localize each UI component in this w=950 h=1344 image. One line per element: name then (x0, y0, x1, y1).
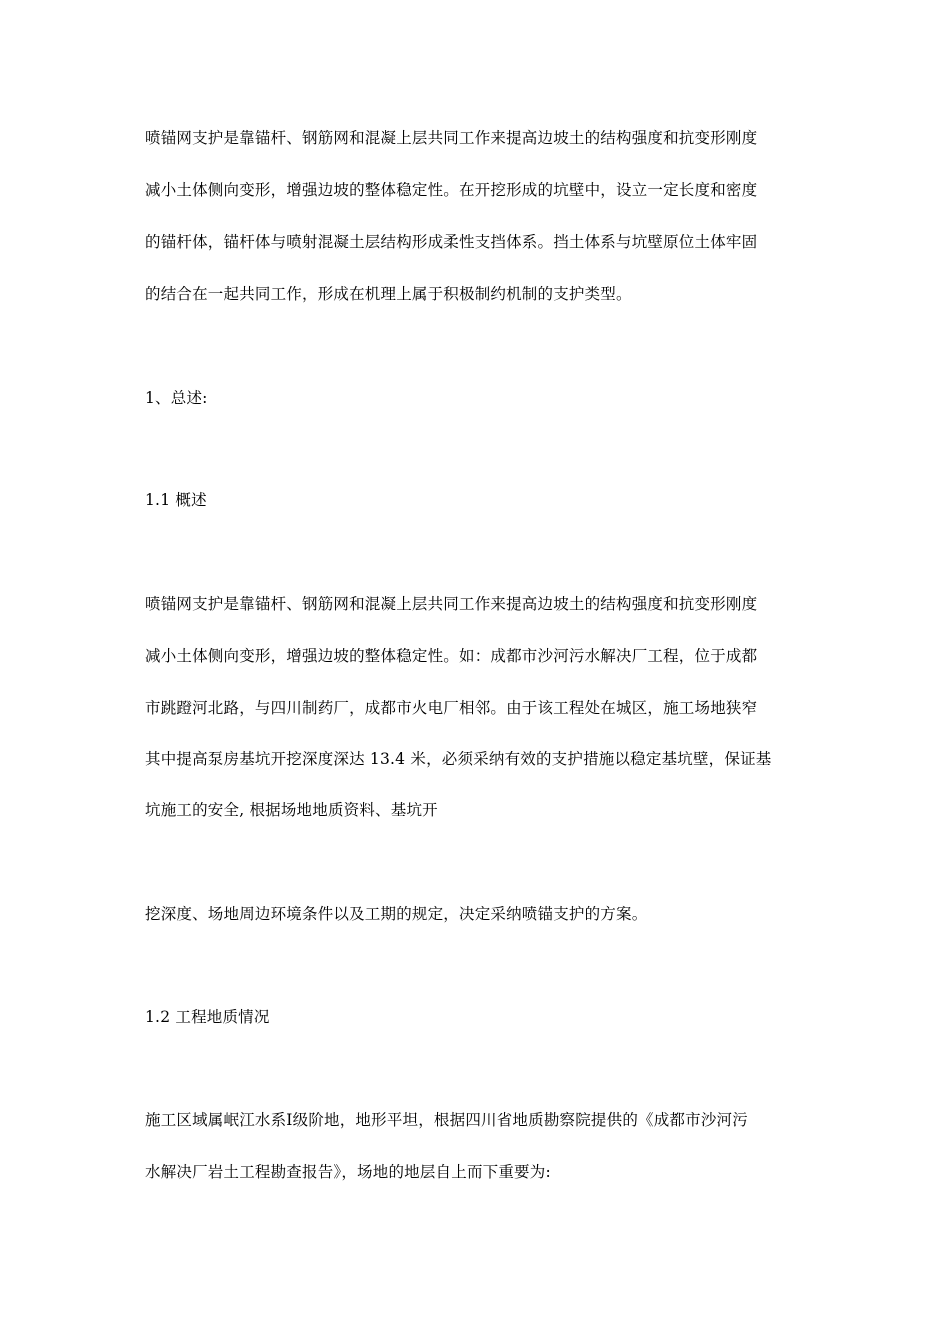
paragraph-2-line-5: 坑施工的安全, 根据场地地质资料、基坑开 (145, 801, 438, 819)
paragraph-1-line-3: 的锚杆体，锚杆体与喷射混凝土层结构形成柔性支挡体系。挡土体系与坑壁原位土体牢固 (145, 233, 758, 251)
paragraph-1-line-1: 喷锚网支护是靠锚杆、钢筋网和混凝上层共同工作来提高边坡土的结构强度和抗变形刚度 (145, 129, 758, 147)
paragraph-2-line-2: 减小土体侧向变形，增强边坡的整体稳定性。如：成都市沙河污水解决厂工程，位于成都 (145, 647, 758, 665)
section-heading-1-1: 1.1 概述 (145, 491, 207, 509)
section-heading-1-2: 1.2 工程地质情况 (145, 1008, 270, 1026)
paragraph-1-line-2: 减小土体侧向变形，增强边坡的整体稳定性。在开挖形成的坑壁中，设立一定长度和密度 (145, 181, 758, 199)
paragraph-3-line-1: 挖深度、场地周边环境条件以及工期的规定，决定采纳喷锚支护的方案。 (145, 905, 648, 923)
paragraph-4-line-2: 水解决厂岩土工程勘查报告》，场地的地层自上而下重要为: (145, 1163, 551, 1181)
paragraph-2-line-4: 其中提高泵房基坑开挖深度深达 13.4 米，必须采纳有效的支护措施以稳定基坑壁，保证基 (145, 750, 772, 768)
paragraph-2-line-3: 市跳蹬河北路，与四川制药厂，成都市火电厂相邻。由于该工程处在城区，施工场地狭窄 (145, 699, 758, 717)
section-heading-1: 1、总述: (145, 389, 208, 407)
paragraph-1-line-4: 的结合在一起共同工作，形成在机理上属于积极制约机制的支护类型。 (145, 285, 632, 303)
paragraph-4-line-1: 施工区域属岷江水系Ⅰ级阶地，地形平坦，根据四川省地质勘察院提供的《成都市沙河污 (145, 1111, 748, 1129)
paragraph-2-line-1: 喷锚网支护是靠锚杆、钢筋网和混凝上层共同工作来提高边坡土的结构强度和抗变形刚度 (145, 595, 758, 613)
